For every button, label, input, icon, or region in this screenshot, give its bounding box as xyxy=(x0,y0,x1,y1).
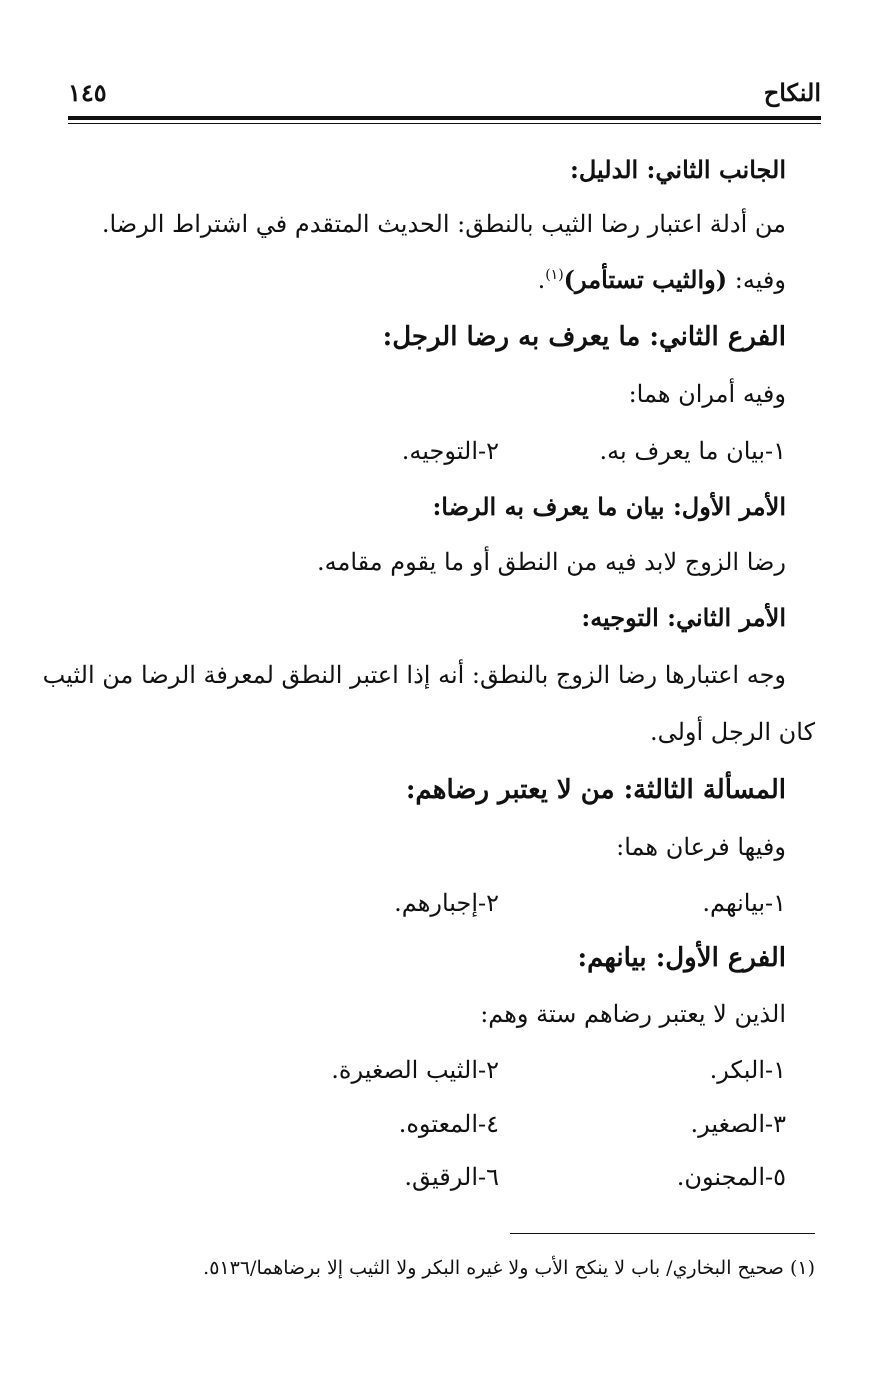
paragraph: وفيه أمران هما: xyxy=(628,380,786,408)
paragraph-quote xyxy=(538,265,786,294)
paragraph: من أدلة اعتبار رضا الثيب بالنطق: الحديث المتقدم في اشتراط الرضا. xyxy=(101,210,786,238)
list-item: ٢-التوجيه. xyxy=(401,437,499,465)
paragraph: وجه اعتبارها رضا الزوج بالنطق: أنه إذا اعتبر النطق لمعرفة الرضا من الثيب xyxy=(42,661,786,689)
list-item: ٤-المعتوه. xyxy=(398,1110,499,1138)
list-item: ٦-الرقيق. xyxy=(404,1163,499,1191)
section-heading: المسألة الثالثة: من لا يعتبر رضاهم: xyxy=(405,775,786,805)
quote-intro: وفيه: xyxy=(727,266,786,294)
list-item: ١-بيان ما يعرف به. xyxy=(599,437,786,465)
subsection-heading: الفرع الثاني: ما يعرف به رضا الرجل: xyxy=(382,322,786,352)
subsection-heading: الأمر الأول: بيان ما يعرف به الرضا: xyxy=(432,492,786,521)
paragraph: وفيها فرعان هما: xyxy=(616,833,786,861)
list-item: ٢-الثيب الصغيرة. xyxy=(331,1056,499,1084)
quote-end: . xyxy=(537,266,546,294)
chapter-title: النكاح xyxy=(763,78,821,107)
list-item: ١-البكر. xyxy=(709,1056,786,1084)
header-rule-thin xyxy=(68,123,821,124)
list-item: ٣-الصغير. xyxy=(690,1110,786,1138)
footnote-separator xyxy=(510,1233,815,1234)
subsection-heading: الأمر الثاني: التوجيه: xyxy=(581,603,786,632)
paragraph-continuation: كان الرجل أولى. xyxy=(649,718,815,746)
section-heading: الجانب الثاني: الدليل: xyxy=(570,155,786,184)
hadith-quote: (والثيب تستأمر) xyxy=(563,265,728,294)
list-item: ١-بيانهم. xyxy=(702,889,786,917)
footnote-ref: (١) xyxy=(545,267,564,283)
paragraph: رضا الزوج لابد فيه من النطق أو ما يقوم مقامه. xyxy=(316,548,786,576)
page-header xyxy=(68,78,821,118)
page-number: ١٤٥ xyxy=(68,78,107,107)
list-item: ٥-المجنون. xyxy=(676,1163,786,1191)
list-item: ٢-إجبارهم. xyxy=(394,889,499,917)
subsection-heading: الفرع الأول: بيانهم: xyxy=(577,943,786,973)
paragraph: الذين لا يعتبر رضاهم ستة وهم: xyxy=(480,1000,786,1028)
footnote: (١) صحيح البخاري/ باب لا ينكح الأب ولا غيره البكر ولا الثيب إلا برضاهما/٥١٣٦. xyxy=(203,1257,815,1279)
header-rule-thick xyxy=(68,116,821,120)
